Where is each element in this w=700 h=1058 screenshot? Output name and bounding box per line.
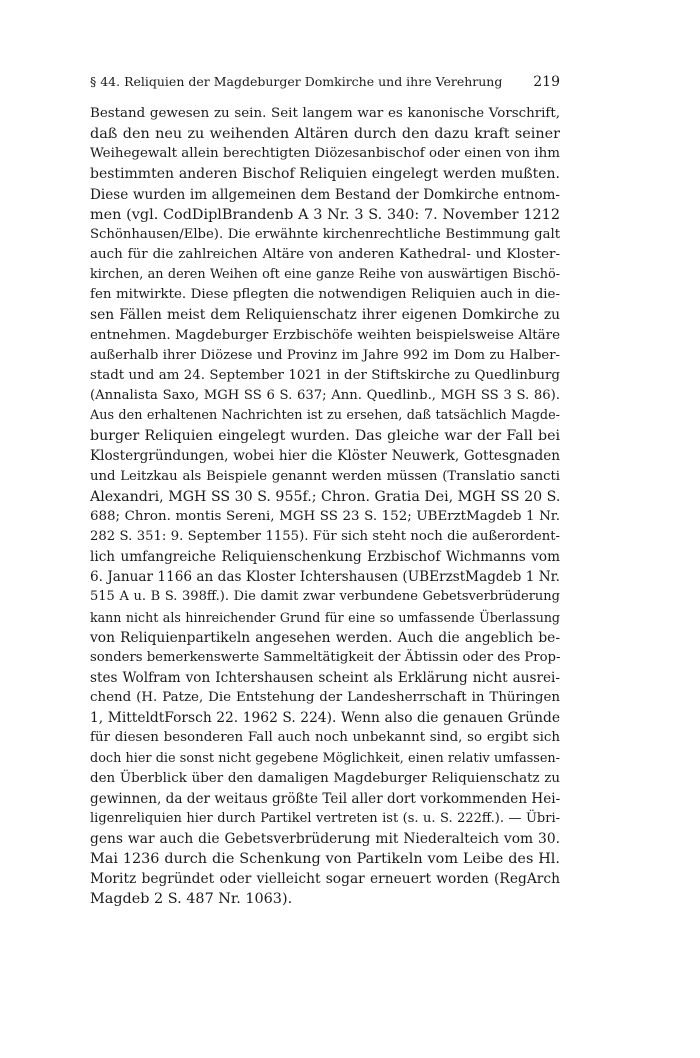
text-line: kirchen, an deren Weihen oft eine ganze Reihe von auswärtigen Bischö- xyxy=(90,267,560,283)
text-line: sen Fällen meist dem Reliquienschatz ihrer eigenen Domkirche zu xyxy=(90,307,560,324)
text-line: auch für die zahlreichen Altäre von anderen Kathedral- und Kloster- xyxy=(90,246,560,262)
text-line: 282 S. 351: 9. September 1155). Für sich steht noch die außerordent- xyxy=(90,528,560,544)
text-line: für diesen besonderen Fall auch noch unbekannt sind, so ergibt sich xyxy=(90,730,560,746)
text-line: 515 A u. B S. 398ff.). Die damit zwar verbundene Gebetsverbrüderung xyxy=(90,589,560,605)
text-line: und Leitzkau als Beispiele genannt werden müssen (Translatio sancti xyxy=(90,468,560,484)
text-line: burger Reliquien eingelegt wurden. Das gleiche war der Fall bei xyxy=(90,428,560,445)
text-line: Weihegewalt allein berechtigten Diözesanbischof oder einen von ihm xyxy=(90,146,560,162)
text-line: Aus den erhaltenen Nachrichten ist zu ersehen, daß tatsächlich Magde- xyxy=(90,408,560,424)
text-line: 6. Januar 1166 an das Kloster Ichtershausen (UBErzstMagdeb 1 Nr. xyxy=(90,569,560,586)
text-line: Moritz begründet oder vielleicht sogar erneuert worden (RegArch xyxy=(90,871,560,888)
body-paragraph xyxy=(90,104,560,910)
text-line: stadt und am 24. September 1021 in der Stiftskirche zu Quedlinburg xyxy=(90,367,560,383)
text-line: entnehmen. Magdeburger Erzbischöfe weihten beispielsweise Altäre xyxy=(90,327,560,343)
page-number: 219 xyxy=(533,74,560,90)
text-line: doch hier die sonst nicht gegebene Möglichkeit, einen relativ umfassen- xyxy=(90,750,560,766)
text-line: fen mitwirkte. Diese pflegten die notwendigen Reliquien auch in die- xyxy=(90,287,560,303)
running-head xyxy=(90,72,560,92)
text-line: außerhalb ihrer Diözese und Provinz im Jahre 992 im Dom zu Halber- xyxy=(90,347,560,363)
text-line: den Überblick über den damaligen Magdeburger Reliquienschatz zu xyxy=(90,770,560,786)
text-line: ligenreliquien hier durch Partikel vertreten ist (s. u. S. 222ff.). — Übri- xyxy=(90,810,560,826)
text-line: Bestand gewesen zu sein. Seit langem war es kanonische Vorschrift, xyxy=(90,106,560,121)
running-head-title: § 44. Reliquien der Magdeburger Domkirche und ihre Verehrung xyxy=(90,74,503,89)
text-line: Alexandri, MGH SS 30 S. 955f.; Chron. Gratia Dei, MGH SS 20 S. xyxy=(90,488,560,505)
text-line: Diese wurden im allgemeinen dem Bestand der Domkirche entnom- xyxy=(90,186,560,203)
text-line: Klostergründungen, wobei hier die Klöster Neuwerk, Gottesgnaden xyxy=(90,448,560,465)
text-line: lich umfangreiche Reliquienschenkung Erzbischof Wichmanns vom xyxy=(90,549,560,566)
text-line: gewinnen, da der weitaus größte Teil aller dort vorkommenden Hei- xyxy=(90,790,560,807)
text-line: 1, MitteldtForsch 22. 1962 S. 224). Wenn also die genauen Gründe xyxy=(90,710,560,727)
text-line: Mai 1236 durch die Schenkung von Partikeln vom Leibe des Hl. xyxy=(90,851,560,868)
text-line: stes Wolfram von Ichtershausen scheint als Erklärung nicht ausrei- xyxy=(90,669,560,686)
text-line: gens war auch die Gebetsverbrüderung mit Niederalteich vom 30. xyxy=(90,831,560,848)
text-line: (Annalista Saxo, MGH SS 6 S. 637; Ann. Quedlinb., MGH SS 3 S. 86). xyxy=(90,387,560,403)
text-line: sonders bemerkenswerte Sammeltätigkeit der Äbtissin oder des Prop- xyxy=(90,649,560,665)
text-line: chend (H. Patze, Die Entstehung der Landesherrschaft in Thüringen xyxy=(90,690,560,706)
text-line: men (vgl. CodDiplBrandenb A 3 Nr. 3 S. 340: 7. November 1212 xyxy=(90,206,560,223)
text-line: Magdeb 2 S. 487 Nr. 1063). xyxy=(90,891,293,908)
text-line: bestimmten anderen Bischof Reliquien eingelegt werden mußten. xyxy=(90,166,560,183)
text-line: Schönhausen/Elbe). Die erwähnte kirchenrechtliche Bestimmung galt xyxy=(90,226,560,242)
text-line: von Reliquienpartikeln angesehen werden. Auch die angeblich be- xyxy=(90,629,560,646)
text-line: 688; Chron. montis Sereni, MGH SS 23 S. 152; UBErztMagdeb 1 Nr. xyxy=(90,508,560,524)
text-line: daß den neu zu weihenden Altären durch den dazu kraft seiner xyxy=(90,126,560,143)
text-line: kann nicht als hinreichender Grund für eine so umfassende Überlassung xyxy=(90,609,560,625)
